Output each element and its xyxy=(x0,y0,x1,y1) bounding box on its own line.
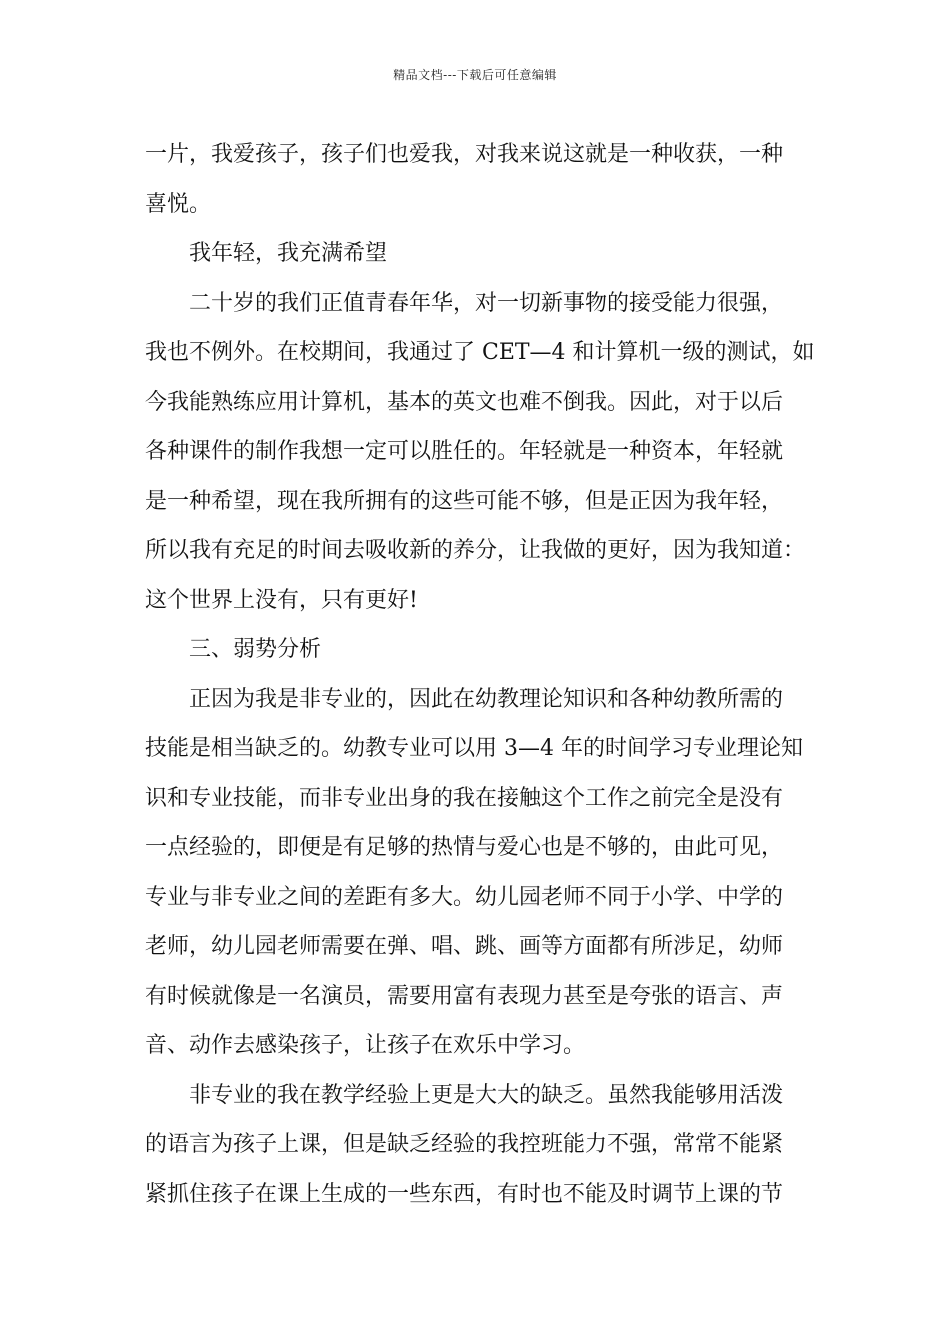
text-line: 一点经验的，即便是有足够的热情与爱心也是不够的，由此可见， xyxy=(145,835,784,860)
text-line: 识和专业技能，而非专业出身的我在接触这个工作之前完全是没有 xyxy=(145,785,784,811)
text-line: 一片，我爱孩子，孩子们也爱我，对我来说这就是一种收获，一种 xyxy=(145,142,784,167)
text-line: 二十岁的我们正值青春年华，对一切新事物的接受能力很强， xyxy=(189,290,784,316)
text-line: 各种课件的制作我想一定可以胜任的。年轻就是一种资本，年轻就 xyxy=(145,439,784,464)
text-line: 今我能熟练应用计算机，基本的英文也难不倒我。因此，对于以后 xyxy=(145,389,784,415)
text-line: 我年轻，我充满希望 xyxy=(189,241,388,266)
text-line: 紧抓住孩子在课上生成的一些东西，有时也不能及时调节上课的节 xyxy=(145,1181,784,1207)
text-line: 正因为我是非专业的，因此在幼教理论知识和各种幼教所需的 xyxy=(189,686,784,712)
text-line: 老师，幼儿园老师需要在弹、唱、跳、画等方面都有所涉足，幼师 xyxy=(145,934,784,959)
text-line: 这个世界上没有，只有更好! xyxy=(145,587,418,613)
text-line: 音、动作去感染孩子，让孩子在欢乐中学习。 xyxy=(145,1033,586,1058)
text-line: 专业与非专业之间的差距有多大。幼儿园老师不同于小学、中学的 xyxy=(145,884,784,910)
body-text xyxy=(145,130,825,1219)
text-line: 我也不例外。在校期间，我通过了 CET—4 和计算机一级的测试，如 xyxy=(145,340,815,365)
text-line: 是一种希望，现在我所拥有的这些可能不够，但是正因为我年轻， xyxy=(145,488,784,514)
text-line: 喜悦。 xyxy=(145,191,212,217)
text-line: 的语言为孩子上课，但是缺乏经验的我控班能力不强，常常不能紧 xyxy=(145,1132,784,1157)
text-line: 有时候就像是一名演员，需要用富有表现力甚至是夸张的语言、声 xyxy=(145,983,784,1009)
text-line: 所以我有充足的时间去吸收新的养分，让我做的更好，因为我知道： xyxy=(145,538,806,563)
text-line: 技能是相当缺乏的。幼教专业可以用 3—4 年的时间学习专业理论知 xyxy=(145,736,803,761)
text-line: 非专业的我在教学经验上更是大大的缺乏。虽然我能够用活泼 xyxy=(189,1082,784,1108)
text-line: 三、弱势分析 xyxy=(189,637,322,662)
page-header: 精品文档---下载后可任意编辑 xyxy=(393,68,557,82)
